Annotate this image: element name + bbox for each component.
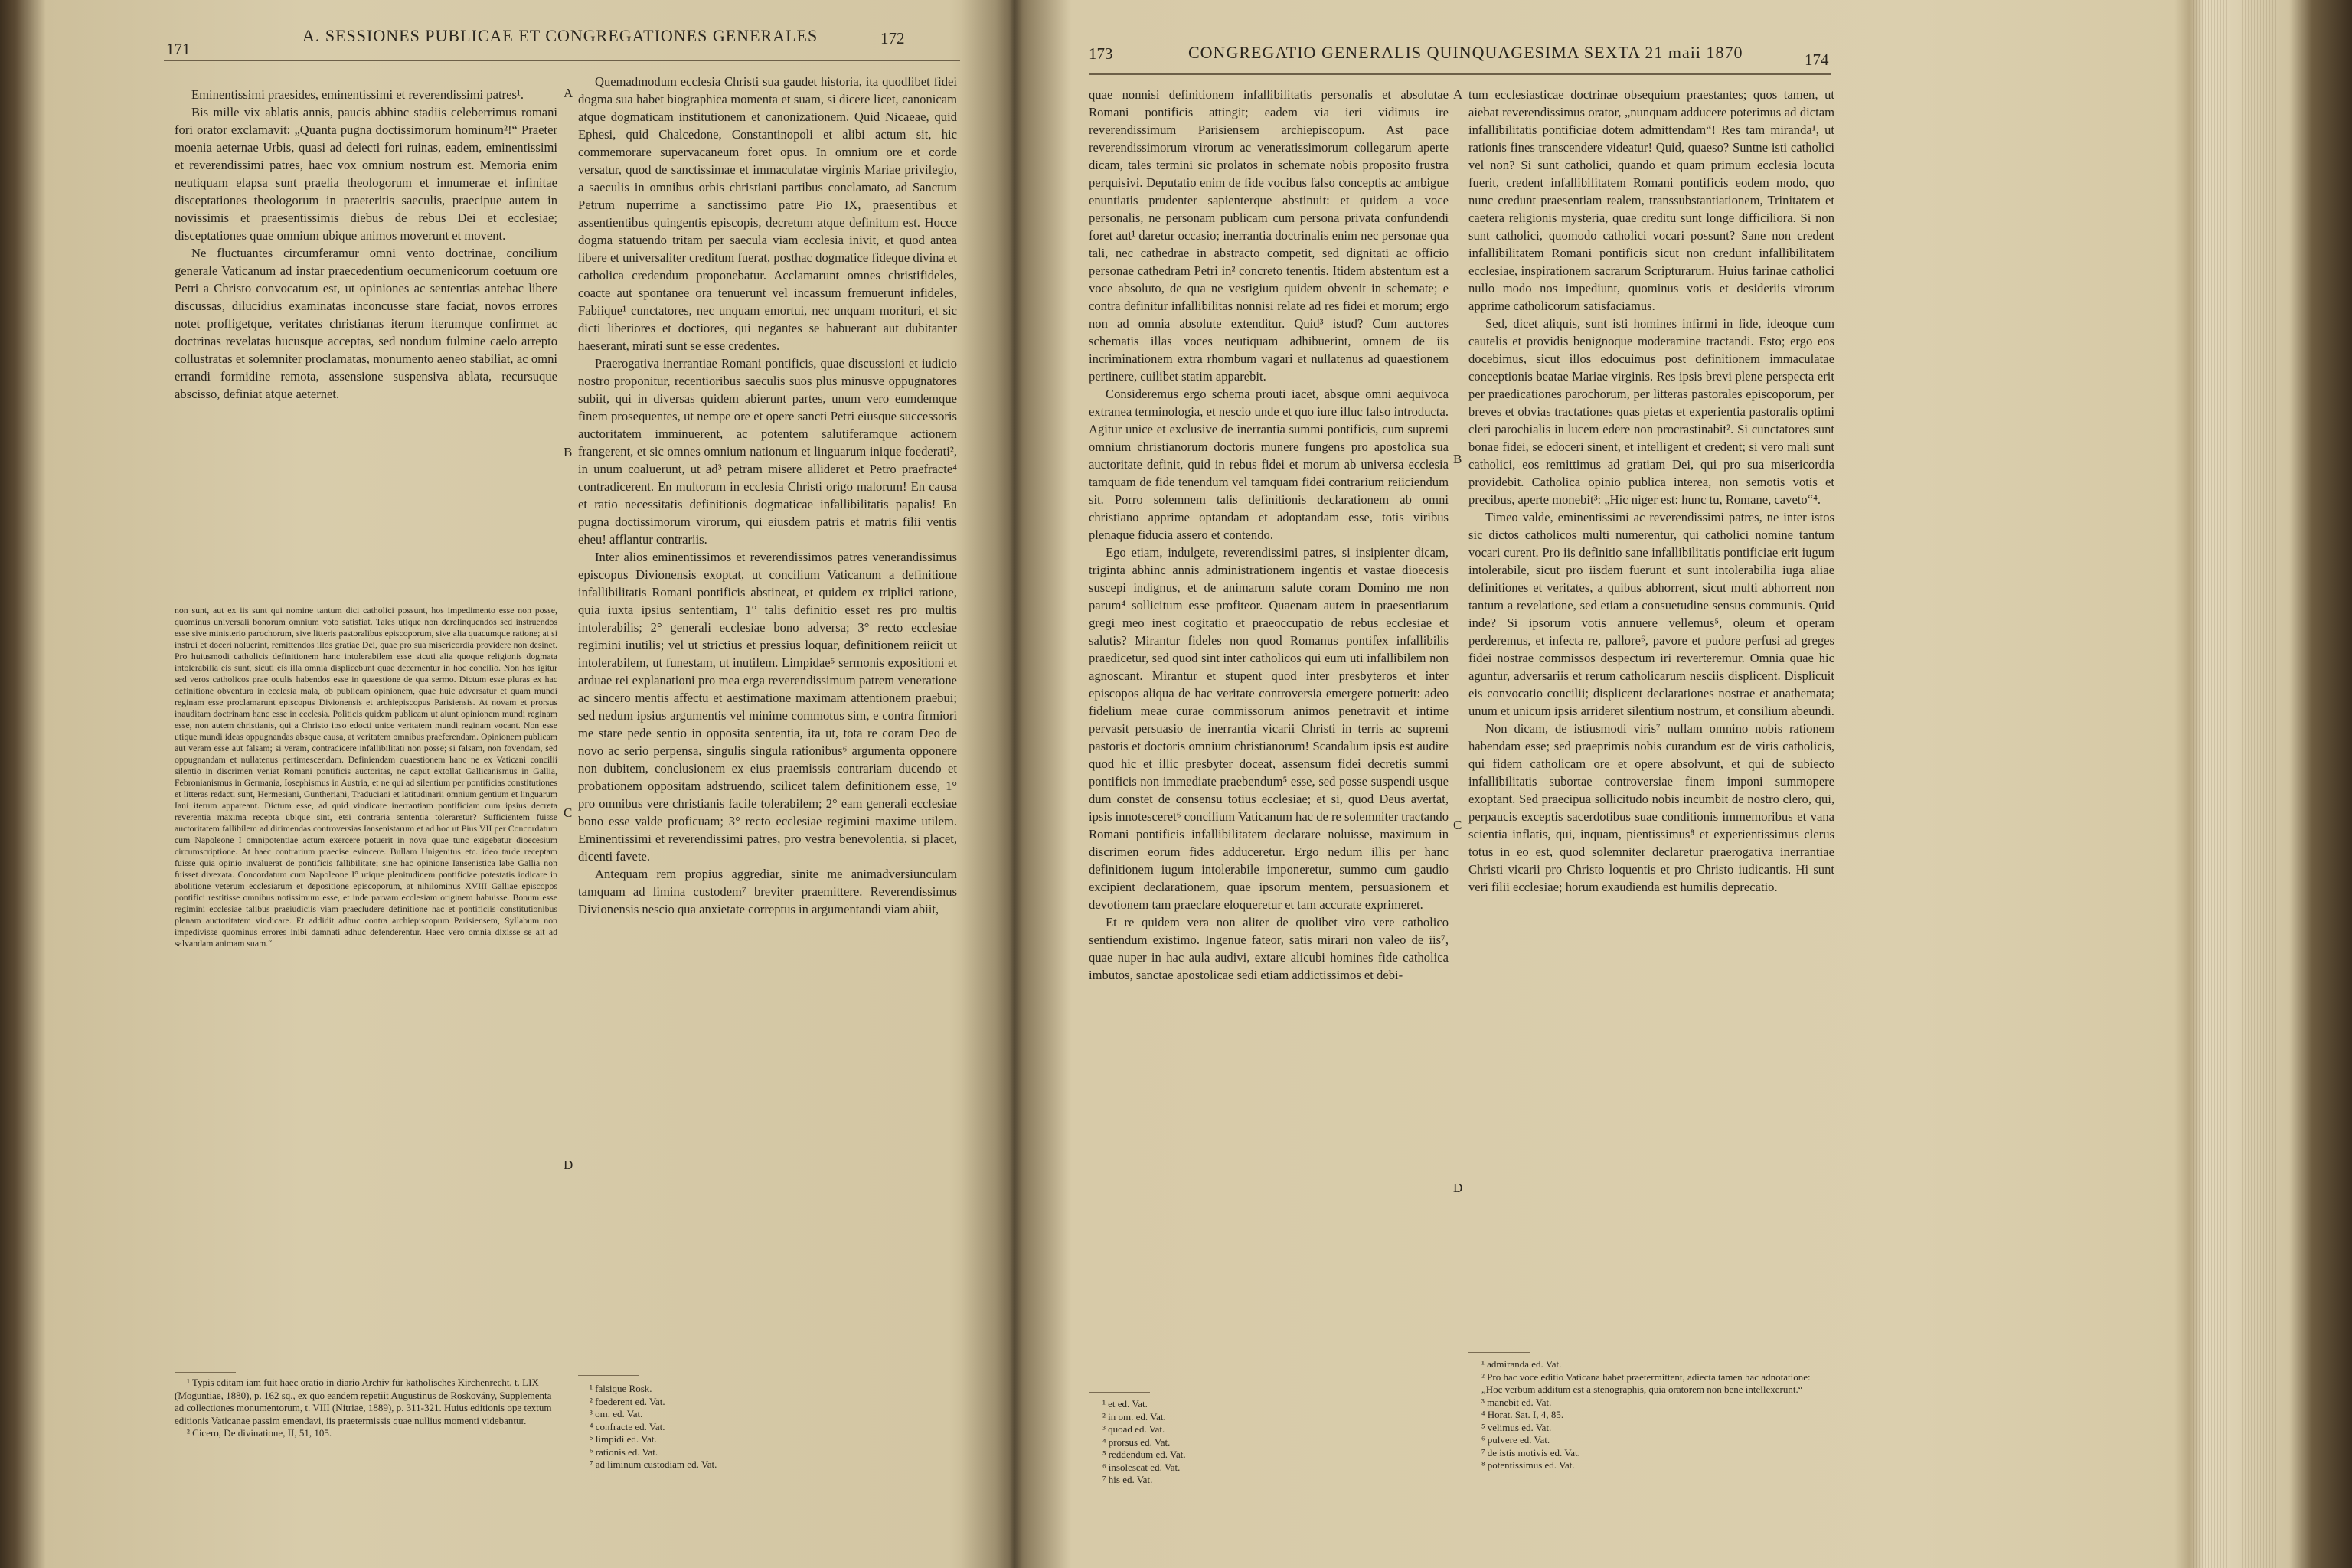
footnote: ³ manebit ed. Vat. [1481,1396,1552,1408]
footnote: ¹ et ed. Vat. [1102,1398,1148,1410]
right-col1-body [1089,86,1449,1387]
footnote-rule [1468,1352,1530,1353]
right-col2-body [1468,86,1834,1380]
footnote: ⁶ pulvere ed. Vat. [1481,1434,1550,1446]
margin-letter: B [1453,452,1462,466]
footnote: ¹ falsique Rosk. [590,1383,652,1394]
margin-letter: C [1453,818,1462,832]
footnote: ⁴ confracte ed. Vat. [590,1420,665,1432]
margin-letter: B [564,445,573,459]
paragraph: Inter alios eminentissimos et reverendissimos patres venerandissimus episcopus Divionensis exoptat, ut concilium Vaticanum a definitione infallibilitatis Romani pontificis abstineat, et quidem ex triplici ratione, quia iuxta ipsius sententiam, 1° talis definitio esset res pro multis intolerabilis; 2° generali ecclesiae bono adversa; 3° recto ecclesiae regimini inutilis; vel ut strictius et pressius loquar, definitionem reiicit ut intolerabilem, ut funestam, ut inutilem. Limpidae⁵ sermonis expositioni et arduae rei explanationi pro mea erga reverendissimum patrem veneratione ac sincero mentis affectu et aestimatione maximam attentionem praebui; sed nedum ipsius argumentis vel minime commotus sim, e contra firmiori me stare pede sentio in opposita sententia, ita ut, tota re coram Deo de novo ac serio perpensa, singulis singula rationibus⁶ argumenta opponere non dubitem, conclusionem ex eius praemissis contrariam ducendo et probationem oppositam adstruendo, scilicet talem definitionem esse, 1° pro omnibus vere christianis facile tolerabilem; 2° eam generali ecclesiae bono esse valde proficuam; 3° recto ecclesiae regimini maxime utilem. Eminentissimi et reverendissimi patres, pro vestra benevolentia, si placet, dicenti favete. [578,550,957,864]
left-head-rule [164,60,960,61]
footnote: ⁷ de istis motivis ed. Vat. [1481,1446,1580,1459]
footnote: ⁷ ad liminum custodiam ed. Vat. [590,1459,717,1470]
margin-letter: A [564,86,573,100]
footnote: ⁴ prorsus ed. Vat. [1102,1436,1171,1448]
footnote: ² in om. ed. Vat. [1102,1410,1166,1423]
paragraph: Et re quidem vera non aliter de quolibet viro vere catholico sentiendum existimo. Ingenue fateor, satis mirari non valeo de iis⁷, quae nuper in hac aula audivi, extare alicubi homines fide catholica imbutos, sanctae apostolicae sedi etiam addictissimos et debi- [1089,915,1449,982]
margin-letter: D [564,1158,573,1172]
footnote-rule [1089,1392,1150,1393]
paragraph: Non dicam, de istiusmodi viris⁷ nullam omnino nobis rationem habendam esse; sed praeprimis nobis curandum est de viris catholicis, qui fidem catholicam ore et opere absolvunt, et qui de subiecto infallibilitatis subortae controversiae finem imponi summopere exoptant. Sed praecipua sollicitudo nobis incumbit de nostro clero, qui, perpaucis exceptis sacerdotibus suae conditionis immemoribus et vana scientia inflatis, qui, inquam, pientissimus⁸ et experientissimus clerus totus in eo est, quod solemniter declaretur praerogativa inerrantiae Christi vicarii pro Christo loquentis et pro Christo iudicantis. Hi sunt veri filii ecclesiae; horum exaudienda est humilis deprecatio. [1468,721,1834,894]
right-head-rule [1089,74,1831,75]
page-edges [2190,0,2282,1568]
paragraph: Consideremus ergo schema prouti iacet, absque omni aequivoca extranea terminologia, et nescio unde et quo iure illuc falso introducta. Agitur unice et exclusive de inerrantia summi pontificis, cum supremi omnium christianorum doctoris munere fungens pro apostolica sua auctoritate definit, quid in rebus fidei et morum ab universa ecclesia tamquam de fide tenendum vel tamquam fidei contrarium reiiciendum sit. Porro solemnem talis definitionis declarationem ab omni christiano apprime optandam et adoptandam esse, totis viribus plenaque fiducia assero et contendo. [1089,387,1449,542]
right-col2-footnotes [1481,1358,1830,1557]
paragraph: quae nonnisi definitionem infallibilitatis personalis et absolutae Romani pontificis attingit; eadem via ieri vidimus ire reverendissimum Parisiensem archiepiscopum. Ast pace reverendissimorum virorum ac veneratissimorum collegarum aperte dicam, tales termini sic prolatos in schemate nobis proposito frustra perquisivi. Deputatio enim de fide vocibus falso conceptis ac ambigue enuntiatis prudenter sapienterque abstinuit: et quidem a voce personalis, ne personam publicam cum persona privata confundendi foret aut¹ daretur occasio; inerrantia doctrinalis enim nec personae qua tali, nec cathedrae in abstracto competit, sed dignitati ac officio personae cathedram Petri in² concreto tenentis. Itidem abstentum est a voce absoluto, de qua ne vestigium quidem obvenit in schemate; e contra definitur infallibilitas nonnisi relate ad res fidei et morum; ergo non ad omnia absolute extenditur. Quid³ istud? Cum auctores schematis illas voces neutiquam adhibuerint, omnem de iis incriminationem extra rhombum vagari et nullatenus ad quaestionem pertinere, cuilibet statim apparebit. [1089,87,1449,384]
left-page-number-outer: 171 [166,40,191,58]
left-col1-body [175,86,557,600]
margin-letter: D [1453,1181,1463,1195]
paragraph: Eminentissimi praesides, eminentissimi et reverendissimi patres¹. [191,87,524,102]
footnote: ⁶ insolescat ed. Vat. [1102,1461,1181,1473]
right-page-number-outer: 174 [1805,51,1829,69]
footnote: ⁵ limpidi ed. Vat. [590,1433,657,1445]
footnote: ⁴ Horat. Sat. I, 4, 85. [1481,1409,1564,1420]
footnote: ⁵ reddendum ed. Vat. [1102,1449,1186,1460]
right-page [1026,0,2190,1568]
right-col1-footnotes [1102,1398,1439,1521]
footnote: ¹ admiranda ed. Vat. [1481,1358,1562,1370]
paragraph: Ne fluctuantes circumferamur omni vento doctrinae, concilium generale Vaticanum ad instar praecedentium oecumenicorum coetuum ore Petri a Christo convocatum est, ut opiniones ac sententias antehac libere discussas, dilucidius examinatas inconcusse stare faciat, novos errores notet profligetque, veritates christianas iterum iterumque confirmet ac doctrinas revelatas hucusque acceptas, sed nondum fulmine caelo arrepto collustratas et solemniter proclamatas, monumento aeneo stabiliat, ac omni errandi formidine remota, assensione suspensiva ablata, recursuque abscisso, definiat atque aeternet. [175,246,557,401]
footnote: ⁶ rationis ed. Vat. [590,1446,658,1458]
left-col2-footnotes [590,1383,957,1505]
footnote: ² Pro hac voce editio Vaticana habet praetermittent, adiecta tamen hac adnotatione: „Hoc verbum additum est a stenographis, quia oratorem non bene intellexerunt.“ [1481,1370,1811,1395]
margin-letter: A [1453,87,1463,102]
left-col1-footnotes [175,1377,557,1553]
paragraph: Antequam rem propius aggrediar, sinite me animadversiunculam tamquam ad limina custodem⁷ breviter praemittere. Reverendissimus Divionensis nescio qua anxietate correptus in argumentandi viam abiit, [578,867,957,916]
footnote: ³ om. ed. Vat. [590,1408,643,1419]
footnote: ³ quoad ed. Vat. [1102,1423,1165,1435]
left-page [0,0,995,1568]
footnote: ⁵ velimus ed. Vat. [1481,1421,1552,1433]
paragraph: Ego etiam, indulgete, reverendissimi patres, si insipienter dicam, triginta abhinc annis administrationem ingentis et vastae dioecesis suscepi indignus, et de animarum salute coram Domino me non parum⁴ sollicitum esse profiteor. Quaenam autem in praesentiarum gregi meo inest cogitatio et praeoccupatio de rebus ecclesiae et salutis? Mirantur fideles non quod Romanus pontifex infallibilis praedicetur, sed quod sint inter catholicos qui eum uti infallibilem non agnoscant. Mirantur et stupent quod inter presbyteros et inter episcopos aliqua de hac veritate controversia emergere potuerit: adeo fidelium meae curae commissorum animos penetravit et intime pervasit persuasio de inerrantia vicarii Christi in terris ac supremi pastoris et doctoris omnium christianorum! Scandalum ipsis est audire quod hic et illic presbyter doceat, assensum fidei decretis summi pontificis non immediate praebendum⁵ esse, sed posse suspendi usque dum constet de consensu totius ecclesiae; et si, quod Deus avertat, ipsis innotesceret⁶ concilium Vaticanum hac de re solemniter tractando Romani pontificis infallibilitatem declarare noluisse, maximum in discrimen eorum fides adduceretur. Ergo nedum illis per hanc definitionem iugum intolerabile imponeretur, summo cum gaudio excipient declarationem, quae ipsorum mentem, persuasionem et devotionem tam praeclare eloqueretur et tam accurate exprimeret. [1089,545,1449,912]
footnote: ¹ Typis editam iam fuit haec oratio in diario Archiv für katholisches Kirchenrecht, t. LIX (Moguntiae, 1880), p. 162 sq., ex quo eandem repetiit Augustinus de Roskovány, Supplementa ad collectiones monumentorum, t. VIII (Nitriae, 1889), p. 311-321. Huius editionis ope textum editionis Vaticanae passim emendavi, iis praetermissis quae nullius momenti videbantur. [175,1377,552,1426]
margin-letter: C [564,805,573,820]
paragraph: Sed, dicet aliquis, sunt isti homines infirmi in fide, ideoque cum cautelis et providis benignoque moderamine tractandi. Esto; ergo eos docebimus, sicut illos edocuimus post definitionem immaculatae conceptionis beatae Mariae virginis. Res ipsis brevi plene perspecta erit per praedicationes parochorum, per litteras pastorales episcoporum, per breves et obvias tractationes quas pietas et experientia pastoralis optimi cleri parochialis in lucem edere non procrastinabit². Si cunctatores sunt bonae fidei, se edoceri sinent, et intelligent et credent; si vero mali sunt catholici, eos remittimus ad gratiam Dei, qui pro sua misericordia providebit. Catholica opinio publica interea, non semotis votis et precibus, aperte monebit³: „Hic niger est: hunc tu, Romane, caveto“⁴. [1468,316,1834,507]
paragraph: tum ecclesiasticae doctrinae obsequium praestantes; quos tamen, ut aiebat reverendissimus orator, „nunquam adducere poterimus ad dictam infallibilitatis pontificiae dotem admittendam“! Res tam miranda¹, ut rationis fines transcendere videatur! Quid, quaeso? Suntne isti catholici vel non? Si sunt catholici, quando et quam primum ecclesia locuta fuerit, credent infallibilitatem Romani pontificis eodem modo, quo nunc credunt praesentiam realem, transsubstantiationem, Trinitatem et caetera religionis mysteria, quae creditu sunt longe difficiliora. Si non sunt catholici, quomodo catholici vocari possunt? Sane non credent infallibilitatem Romani pontificis sicut non credunt infallibilitatem ecclesiae, inspirationem sacrarum Scripturarum. Huius farinae catholici nullo modo nos impediunt, quominus votis et desideriis virorum apprime catholicorum satisfaciamus. [1468,87,1834,313]
paragraph: Timeo valde, eminentissimi ac reverendissimi patres, ne inter istos sic dictos catholicos multi numerentur, qui catholici nomine tantum vocari curent. Pro iis definitio sane infallibilitatis pontificiae erit iugum intolerabile, sicut pro iisdem fuerunt et sunt intolerabilia iuga aliae definitiones et veritates, a quibus abhorrent, sicut multi abhorrent non tantum a revelatione, sed etiam a consuetudine sensus communis. Quid inde? Si ipsorum votis annuere vellemus⁵, oleum et operam perderemus, et infecta re, pallore⁶, pavore et pudore perfusi ad greges fidei nostrae commissos despectum iri reverteremur. Omnia quae hic aguntur, adversariis et rerum catholicarum nesciis displicent. Displicuit eis convocatio concilii; displicent declarationes nostrae et anathemata; unum et unicum ipsis arrideret silentium nostrum, et consilium abeundi. [1468,510,1834,718]
right-page-number-inner: 173 [1089,44,1113,63]
paragraph: Quemadmodum ecclesia Christi sua gaudet historia, ita quodlibet fidei dogma sua habet biographica momenta et suam, si dicere licet, canonicam atque dogmaticam institutionem et canonizationem. Quid Nicaeae, quid Ephesi, quid Chalcedone, Constantinopoli et alibi actum sit, hic commemorare supervacaneum foret opus. In omnium ore et corde versatur, quod de sanctissimae et immaculatae virginis Mariae privilegio, a saeculis in omnibus orbis christiani partibus conclamato, ad Sanctum Petrum nuperrime a sanctissimo patre Pio IX, praesentibus et assentientibus quingentis episcopis, decretum atque definitum est. Hocce dogma statuendo tritam per saecula viam ecclesia inivit, et quod antea libere et universaliter creditum fuerat, posthac dogmatice fideque divina et catholica credendum proponebatur. Acclamarunt omnes christifideles, coacte aut spontanee ora tenuerunt vel incassum fremuerunt infideles, Fabiique¹ cunctatores, nec unquam emortui, nec unquam morituri, et sic dicti liberiores et doctiores, qui negantes se habuerant aut dubitanter haeserant, mirati sunt se esse credentes. [578,74,957,353]
footnote: ² Cicero, De divinatione, II, 51, 105. [187,1427,332,1439]
left-col1-note: non sunt, aut ex iis sunt qui nomine tantum dici catholici possunt, hos impedimento esse non posse, quominus universali bonorum omnium voto satisfiat. Tales utique non derelinquendos sed instruendos esse sive ministerio parochorum, sive litteris pastoralibus episcoporum, sive alia quacumque ratione; at si instrui et doceri noluerint, remittendos illos gratiae Dei, quae pro sua misericordia providere non desinet. Pro huiusmodi catholicis definitionem hanc intolerabilem esse sicuti alia quoque religionis dogmata intolerabilia eis sunt, sicuti eis illa omnia displicebunt quae decernentur in hoc concilio. Non hos igitur sed veros catholicos prae oculis habendos esse in quaestione de qua sermo. Dictum esse pluras ex hac definitione obventura in ecclesia mala, ob publicam opinionem, quae huic adversatur et quam mundi reginam esse proclamarunt episcopus Divionensis et archiepiscopus Parisiensis. At novam et prorsus inauditam doctrinam hanc esse in ecclesia. Politicis quidem publicam ut aiunt opinionem mundi reginam esse, non autem christianis, qui a Christo ipso edocti unice veritatem mundi reginam vocant. Non esse utique mundi ideas oppugnandas absque causa, at veritatem omnibus praeferendam. Opinionem publicam aut veram esse aut falsam; si veram, contradicere infallibilitati non posse; si falsam, non fovendam, sed oppugnandam et nullatenus pertimescendam. Definiendam quaestionem hanc ne ex Vaticani concilii silentio in discrimen veniat Romani pontificis auctoritas, ne caput extollat Gallicanismus in Gallia, Febronianismus in Germania, Iosephismus in Austria, et ne qui ad silentium per pontificias constitutiones et litteras redacti sunt, Hermesiani, Guntheriani, Traduciani et latitudinarii omnium gentium et linguarum Iani iterum appareant. Dictum esse, ad quid vindicare inerrantiam pontificiam cum ipsius decreta reverentia maxima recepta ubique sint, etsi contraria sententia toleraretur? Sufficientem fuisse auctoritatem fallibilem ad dirimendas controversias Iansenistarum et ad hoc ut Pius VII per Concordatum cum Napoleone I omnipotentiae actum exercere potuerit in nova quae tunc exigebatur dioecesium circumscriptione. At haec contrarium praecise evincere. Bullam Unigenitus etc. ideo tarde receptam fuisse quia opinio invaluerat de pontificis fallibilitate; sine hac opinione Iansenistica labe Gallia non fuisset divexata. Concordatum cum Napoleone I° utique plenitudinem pontificiae potestatis indicare in abolitione veterum ecclesiarum et depositione episcoporum, at nihilominus XVIII Galliae episcopos pontifici restitisse omnibus notissimum esse, et inde parvam ecclesiam originem habuisse. Bonum esse regimini ecclesiae talibus praeiudiciis viam praecludere definitione hac et pontificiis constitutionibus plenam auctoritatem vindicare. Et addidit adhuc contra archiepiscopum Parisiensem, Syllabum non impedivisse quominus errores inibi damnati adhuc defenderentur. Haec vero omnia dixisse se ait ad salvandam animam suam.“ [175,605,557,949]
footnote: ⁷ his ed. Vat. [1102,1474,1153,1485]
footnote: ² foederent ed. Vat. [590,1395,665,1407]
left-col2-body [578,73,957,1367]
footnote-rule [175,1372,236,1373]
left-running-head: A. SESSIONES PUBLICAE ET CONGREGATIONES GENERALES [302,26,818,45]
footnote: ⁸ potentissimus ed. Vat. [1481,1459,1575,1471]
paragraph: Bis mille vix ablatis annis, paucis abhinc stadiis celeberrimus romani fori orator exclamavit: „Quanta pugna doctissimorum hominum²!“ Praeter moenia aeternae Urbis, quasi ad deiecti fori ruinas, eadem, eminentissimi et reverendissimi patres, haec vox omnium nostrum est. Memoria enim neutiquam elapsa sunt praelia theologorum et innumerae et infinitae disceptationes theologorum in praeteritis saeculis, praecipue autem in novissimis et praesentissimis diebus de rebus Dei et ecclesiae; disceptationes quae omnium ubique animos moverunt et movent. [175,105,557,243]
left-page-number-inner: 172 [880,29,905,47]
paragraph: Praerogativa inerrantiae Romani pontificis, quae discussioni et iudicio nostro proponitur, recentioribus saeculis suos plus minusve oppugnatores subiit, qui in diversas quidem abierunt partes, unum vero eumdemque finem prosequentes, ut nempe ore et opere sancti Petri eiusque successoris auctoritatem imminuerent, ac potentem salutiferamque actionem frangerent, et sic omnes omnium nationum et linguarum inique foederati², in unum coaluerunt, ut ad³ petram misere allideret et Petro praefracte⁴ contradicerent. En multorum in ecclesia Christi origo malorum! En causa et ratio necessitatis definitionis dogmaticae infallibilitatis papalis! En pugna doctissimorum virorum, qui eiusdem patris et matris filii ventis eheu! afflantur contrariis. [578,356,957,547]
right-running-head: CONGREGATIO GENERALIS QUINQUAGESIMA SEXTA 21 maii 1870 [1188,43,1743,62]
footnote-rule [578,1375,639,1376]
